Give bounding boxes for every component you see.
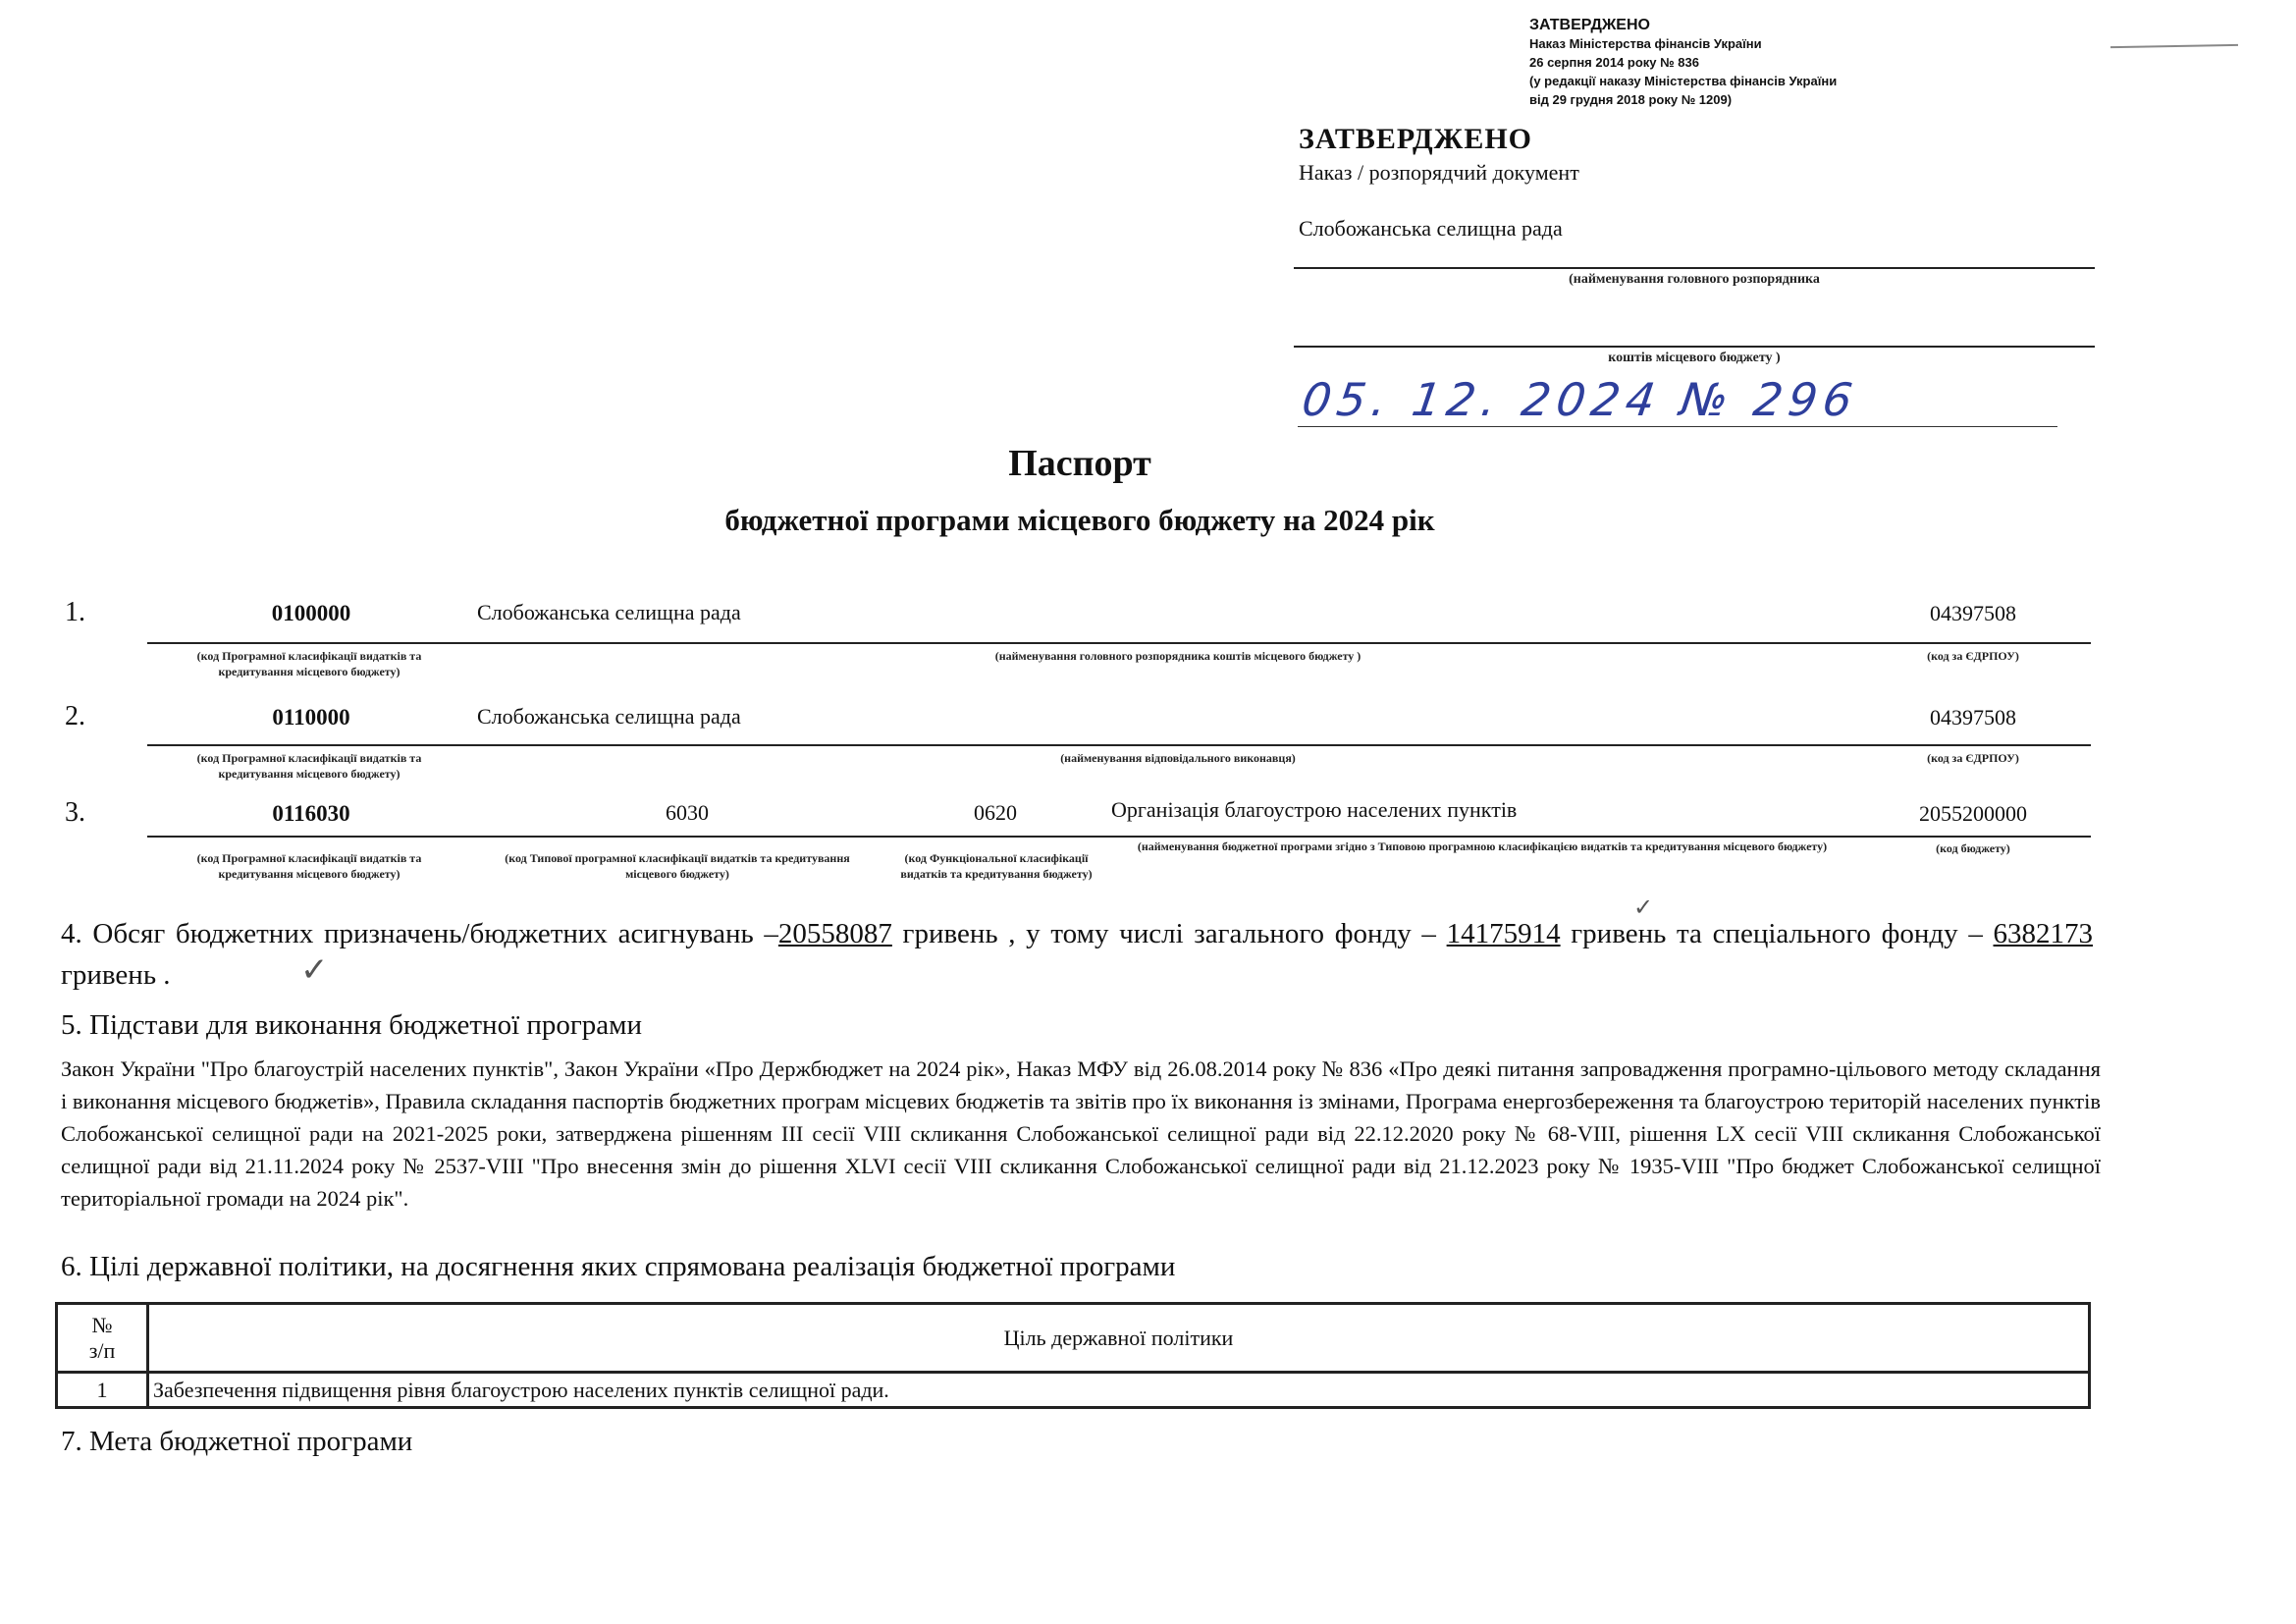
row3-program-name: Організація благоустрою населених пунктів xyxy=(1111,797,1518,822)
approval-caption-1: (найменування головного розпорядника xyxy=(1569,272,1820,287)
official-stamp-title: ЗАТВЕРДЖЕНО xyxy=(1529,17,1650,33)
row1-edrpou-caption: (код за ЄДРПОУ) xyxy=(1927,649,2019,663)
official-stamp-line3: (у редакції наказу Міністерства фінансів України xyxy=(1529,74,1838,88)
row2-name-caption: (найменування відповідального виконавця) xyxy=(1060,751,1296,765)
table-row xyxy=(57,1373,2090,1408)
row3-number: 3. xyxy=(65,797,85,828)
official-approval-stamp xyxy=(1529,16,1837,109)
row3-code-caption: (код Програмної класифікації видатків та кредитування місцевого бюджету) xyxy=(196,851,422,881)
row1-program-code: 0100000 xyxy=(271,601,351,625)
handwritten-order-date: 05. 12. 2024 № 296 xyxy=(1299,373,1862,426)
section4-text-a: 4. Обсяг бюджетних призначень/бюджетних асигнувань – xyxy=(61,918,778,949)
row3-budget-code: 2055200000 xyxy=(1919,801,2027,826)
official-stamp-line4: від 29 грудня 2018 року № 1209) xyxy=(1529,92,1733,107)
row1-line xyxy=(147,642,2091,644)
row2-executor-name: Слобожанська селищна рада xyxy=(477,704,741,729)
row2-code-caption: (код Програмної класифікації видатків та кредитування місцевого бюджету) xyxy=(196,751,422,781)
approval-line-2 xyxy=(1294,346,2095,348)
row3-budget-caption: (код бюджету) xyxy=(1936,841,2010,855)
row3-functional-caption: (код Функціональної класифікації видатків та кредитування бюджету) xyxy=(900,851,1093,881)
approval-organization: Слобожанська селищна рада xyxy=(1299,216,1563,241)
section5-basis-text: Закон України "Про благоустрій населених пунктів", Закон України «Про Держбюджет на 2024 рік», Наказ МФУ від 26.08.2014 року № 836 «Про деякі питання запровадження програмно-цільового методу складання і виконання місцевого бюджетів», Правила складання паспортів бюджетних програм місцевих бюджетів та звітів про їх виконання із змінами, Програма енергозбереження та благоустрою територій населених пунктів Слобожанської селищної ради на 2021-2025 роки, затверджена рішенням III сесії VIII скликання Слобожанської селищної ради від 22.12.2020 року № 68-VIII, рішення LX сесії VIII скликання Слобожанської селищної ради від 21.11.2024 року № 2537-VIII "Про внесення змін до рішення XLVI сесії VIII скликання Слобожанської селищної ради від 21.12.2023 року № 1935-VIII "Про бюджет Слобожанської селищної територіальної громади на 2024 рік". xyxy=(61,1056,2101,1211)
row3-line xyxy=(147,836,2091,838)
row2-program-code: 0110000 xyxy=(272,705,350,730)
document-subtitle: бюджетної програми місцевого бюджету на 2024 рік xyxy=(724,503,1435,537)
table-header-number-line1: № xyxy=(91,1312,113,1337)
row3-program-code: 0116030 xyxy=(272,801,350,826)
approval-title: ЗАТВЕРДЖЕНО xyxy=(1299,123,1532,155)
corner-mark-line xyxy=(2110,44,2238,48)
row2-edrpou-code: 04397508 xyxy=(1930,705,2016,730)
checkmark-small-icon: ✓ xyxy=(1633,893,1654,921)
row2-number: 2. xyxy=(65,701,85,731)
section4-general-fund-amount: 14175914 xyxy=(1446,918,1561,949)
row2-line xyxy=(147,744,2091,746)
row1-number: 1. xyxy=(65,597,85,627)
section7-heading: 7. Мета бюджетної програми xyxy=(61,1426,413,1457)
section4-total-amount: 20558087 xyxy=(777,918,892,949)
section4-text-c: гривень та спеціального фонду – xyxy=(1560,918,1983,949)
row1-code-caption: (код Програмної класифікації видатків та кредитування місцевого бюджету) xyxy=(196,649,422,678)
section4-special-fund-amount: 6382173 xyxy=(1993,918,2094,949)
row1-organization-name: Слобожанська селищна рада xyxy=(477,600,741,624)
section6-heading: 6. Цілі державної політики, на досягнення яких спрямована реалізація бюджетної програми xyxy=(61,1251,1176,1282)
table-cell-goal: Забезпечення підвищення рівня благоустрою населених пунктів селищної ради. xyxy=(148,1373,2090,1408)
table-cell-number: 1 xyxy=(57,1373,148,1408)
approval-line-1 xyxy=(1294,267,2095,269)
section5-heading: 5. Підстави для виконання бюджетної програми xyxy=(61,1009,643,1041)
row3-typical-code: 6030 xyxy=(666,800,709,825)
row3-functional-code: 0620 xyxy=(974,800,1017,825)
section4-budget-volume xyxy=(61,913,2093,996)
date-underline xyxy=(1298,426,2057,427)
row1-name-caption: (найменування головного розпорядника коштів місцевого бюджету ) xyxy=(994,649,1362,663)
policy-goals-table xyxy=(55,1302,2091,1409)
document-title: Паспорт xyxy=(1008,443,1151,484)
section4-text-d: гривень . xyxy=(61,959,171,991)
table-header-goal: Ціль державної політики xyxy=(148,1304,2090,1373)
approval-block xyxy=(1299,123,2104,241)
checkmark-icon: ✓ xyxy=(300,950,329,990)
table-header-row xyxy=(57,1304,2090,1373)
row1-edrpou-code: 04397508 xyxy=(1930,601,2016,625)
row3-typical-caption: (код Типової програмної класифікації видатків та кредитування місцевого бюджету) xyxy=(505,851,850,881)
section4-text-b: гривень , у тому числі загального фонду – xyxy=(891,918,1447,949)
row3-name-caption: (найменування бюджетної програми згідно з Типовою програмною класифікацією видатків та кредитування місцевого бюджету) xyxy=(1137,839,1828,853)
official-stamp-line1: Наказ Міністерства фінансів України xyxy=(1529,36,1762,51)
table-header-number xyxy=(57,1304,148,1373)
approval-caption-2: коштів місцевого бюджету ) xyxy=(1608,351,1781,365)
approval-subtitle: Наказ / розпорядчий документ xyxy=(1299,160,1579,185)
table-header-number-line2: з/п xyxy=(88,1337,116,1363)
row2-edrpou-caption: (код за ЄДРПОУ) xyxy=(1927,751,2019,765)
official-stamp-line2: 26 серпня 2014 року № 836 xyxy=(1529,55,1699,70)
